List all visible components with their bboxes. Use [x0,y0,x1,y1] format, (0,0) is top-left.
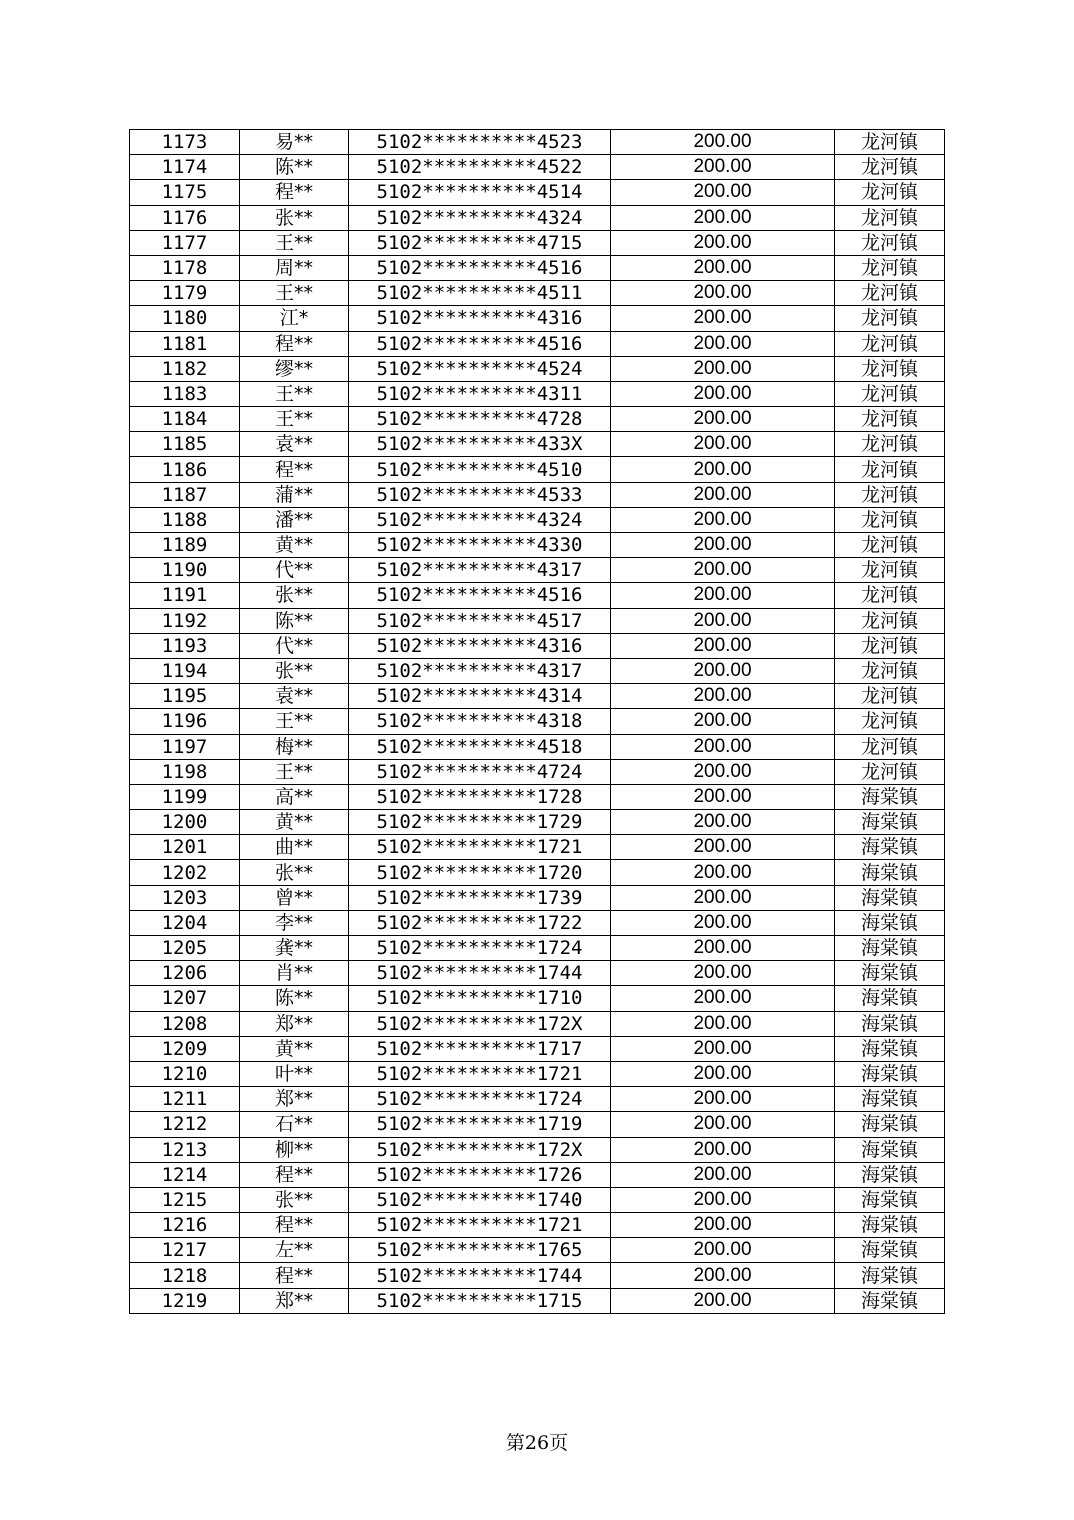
amount-cell: 200.00 [611,1263,835,1288]
town-cell: 龙河镇 [835,306,945,331]
name-cell: 程** [240,457,349,482]
town-cell: 龙河镇 [835,583,945,608]
table-row [130,684,945,709]
row-number-cell: 1215 [130,1187,240,1212]
row-number-cell: 1175 [130,180,240,205]
row-number-cell: 1181 [130,331,240,356]
id-number-cell: 5102**********4724 [349,759,611,784]
row-number-cell: 1174 [130,155,240,180]
name-cell: 王** [240,230,349,255]
amount-cell: 200.00 [611,1112,835,1137]
amount-cell: 200.00 [611,155,835,180]
name-cell: 李** [240,910,349,935]
name-cell: 江* [240,306,349,331]
town-cell: 龙河镇 [835,734,945,759]
table-row [130,1061,945,1086]
name-cell: 郑** [240,1288,349,1313]
amount-cell: 200.00 [611,936,835,961]
table-row [130,1011,945,1036]
row-number-cell: 1202 [130,860,240,885]
table-row [130,407,945,432]
name-cell: 程** [240,1263,349,1288]
name-cell: 高** [240,784,349,809]
table-row [130,558,945,583]
table-row [130,961,945,986]
id-number-cell: 5102**********1744 [349,961,611,986]
town-cell: 海棠镇 [835,1112,945,1137]
town-cell: 龙河镇 [835,608,945,633]
id-number-cell: 5102**********4316 [349,306,611,331]
town-cell: 海棠镇 [835,835,945,860]
table-row [130,306,945,331]
table-row [130,910,945,935]
amount-cell: 200.00 [611,1137,835,1162]
amount-cell: 200.00 [611,432,835,457]
town-cell: 海棠镇 [835,910,945,935]
amount-cell: 200.00 [611,684,835,709]
table-row [130,658,945,683]
name-cell: 代** [240,558,349,583]
id-number-cell: 5102**********1765 [349,1238,611,1263]
table-row [130,482,945,507]
name-cell: 程** [240,1213,349,1238]
amount-cell: 200.00 [611,381,835,406]
amount-cell: 200.00 [611,205,835,230]
table-row [130,1036,945,1061]
name-cell: 黄** [240,1036,349,1061]
row-number-cell: 1210 [130,1061,240,1086]
amount-cell: 200.00 [611,230,835,255]
name-cell: 王** [240,759,349,784]
id-number-cell: 5102**********4317 [349,558,611,583]
row-number-cell: 1177 [130,230,240,255]
name-cell: 潘** [240,507,349,532]
row-number-cell: 1217 [130,1238,240,1263]
amount-cell: 200.00 [611,734,835,759]
id-number-cell: 5102**********1744 [349,1263,611,1288]
name-cell: 张** [240,205,349,230]
id-number-cell: 5102**********172X [349,1137,611,1162]
town-cell: 海棠镇 [835,860,945,885]
amount-cell: 200.00 [611,1011,835,1036]
row-number-cell: 1203 [130,885,240,910]
amount-cell: 200.00 [611,180,835,205]
town-cell: 龙河镇 [835,482,945,507]
amount-cell: 200.00 [611,986,835,1011]
id-number-cell: 5102**********4522 [349,155,611,180]
town-cell: 海棠镇 [835,1263,945,1288]
town-cell: 龙河镇 [835,230,945,255]
town-cell: 龙河镇 [835,381,945,406]
amount-cell: 200.00 [611,1087,835,1112]
row-number-cell: 1201 [130,835,240,860]
row-number-cell: 1179 [130,281,240,306]
row-number-cell: 1176 [130,205,240,230]
town-cell: 龙河镇 [835,331,945,356]
id-number-cell: 5102**********4517 [349,608,611,633]
row-number-cell: 1194 [130,658,240,683]
row-number-cell: 1186 [130,457,240,482]
amount-cell: 200.00 [611,1213,835,1238]
name-cell: 张** [240,583,349,608]
id-number-cell: 5102**********4330 [349,533,611,558]
town-cell: 海棠镇 [835,1011,945,1036]
town-cell: 海棠镇 [835,1087,945,1112]
name-cell: 张** [240,1187,349,1212]
row-number-cell: 1196 [130,709,240,734]
table-row [130,255,945,280]
amount-cell: 200.00 [611,255,835,280]
town-cell: 龙河镇 [835,507,945,532]
amount-cell: 200.00 [611,558,835,583]
row-number-cell: 1211 [130,1087,240,1112]
amount-cell: 200.00 [611,961,835,986]
id-number-cell: 5102**********1729 [349,810,611,835]
row-number-cell: 1205 [130,936,240,961]
id-number-cell: 5102**********1739 [349,885,611,910]
amount-cell: 200.00 [611,608,835,633]
id-number-cell: 5102**********4533 [349,482,611,507]
town-cell: 龙河镇 [835,407,945,432]
id-number-cell: 5102**********4516 [349,583,611,608]
id-number-cell: 5102**********4518 [349,734,611,759]
name-cell: 王** [240,281,349,306]
id-number-cell: 5102**********1719 [349,1112,611,1137]
id-number-cell: 5102**********1740 [349,1187,611,1212]
town-cell: 龙河镇 [835,633,945,658]
table-row [130,1187,945,1212]
row-number-cell: 1195 [130,684,240,709]
row-number-cell: 1216 [130,1213,240,1238]
id-number-cell: 5102**********1724 [349,936,611,961]
id-number-cell: 5102**********4316 [349,633,611,658]
row-number-cell: 1209 [130,1036,240,1061]
amount-cell: 200.00 [611,633,835,658]
row-number-cell: 1192 [130,608,240,633]
table-row [130,1213,945,1238]
id-number-cell: 5102**********4511 [349,281,611,306]
name-cell: 左** [240,1238,349,1263]
row-number-cell: 1183 [130,381,240,406]
subsidy-table [129,129,945,1314]
table-row [130,784,945,809]
id-number-cell: 5102**********4523 [349,130,611,155]
row-number-cell: 1190 [130,558,240,583]
town-cell: 海棠镇 [835,986,945,1011]
table-row [130,533,945,558]
town-cell: 海棠镇 [835,936,945,961]
id-number-cell: 5102**********1721 [349,1061,611,1086]
table-row [130,1137,945,1162]
town-cell: 海棠镇 [835,784,945,809]
row-number-cell: 1180 [130,306,240,331]
amount-cell: 200.00 [611,1036,835,1061]
table-row [130,734,945,759]
table-row [130,356,945,381]
name-cell: 张** [240,658,349,683]
table-body [130,130,945,1314]
name-cell: 曾** [240,885,349,910]
id-number-cell: 5102**********4516 [349,331,611,356]
amount-cell: 200.00 [611,658,835,683]
id-number-cell: 5102**********1715 [349,1288,611,1313]
row-number-cell: 1218 [130,1263,240,1288]
town-cell: 龙河镇 [835,684,945,709]
town-cell: 海棠镇 [835,1187,945,1212]
name-cell: 王** [240,709,349,734]
town-cell: 龙河镇 [835,180,945,205]
row-number-cell: 1200 [130,810,240,835]
row-number-cell: 1197 [130,734,240,759]
amount-cell: 200.00 [611,331,835,356]
table-row [130,1087,945,1112]
id-number-cell: 5102**********4311 [349,381,611,406]
amount-cell: 200.00 [611,784,835,809]
town-cell: 海棠镇 [835,1137,945,1162]
id-number-cell: 5102**********4324 [349,205,611,230]
table-row [130,986,945,1011]
table-row [130,835,945,860]
name-cell: 叶** [240,1061,349,1086]
name-cell: 梅** [240,734,349,759]
name-cell: 黄** [240,810,349,835]
table-row [130,1238,945,1263]
town-cell: 龙河镇 [835,155,945,180]
row-number-cell: 1219 [130,1288,240,1313]
table-row [130,1263,945,1288]
amount-cell: 200.00 [611,1162,835,1187]
id-number-cell: 5102**********1728 [349,784,611,809]
table-row [130,1162,945,1187]
name-cell: 张** [240,860,349,885]
amount-cell: 200.00 [611,910,835,935]
town-cell: 海棠镇 [835,885,945,910]
table-row [130,633,945,658]
town-cell: 海棠镇 [835,1162,945,1187]
id-number-cell: 5102**********1721 [349,835,611,860]
row-number-cell: 1213 [130,1137,240,1162]
amount-cell: 200.00 [611,533,835,558]
amount-cell: 200.00 [611,759,835,784]
id-number-cell: 5102**********4715 [349,230,611,255]
name-cell: 程** [240,180,349,205]
row-number-cell: 1193 [130,633,240,658]
town-cell: 龙河镇 [835,281,945,306]
town-cell: 龙河镇 [835,533,945,558]
amount-cell: 200.00 [611,356,835,381]
town-cell: 海棠镇 [835,810,945,835]
row-number-cell: 1178 [130,255,240,280]
id-number-cell: 5102**********4314 [349,684,611,709]
table-row [130,331,945,356]
table-row [130,432,945,457]
amount-cell: 200.00 [611,482,835,507]
amount-cell: 200.00 [611,130,835,155]
name-cell: 袁** [240,684,349,709]
town-cell: 海棠镇 [835,1213,945,1238]
amount-cell: 200.00 [611,507,835,532]
name-cell: 黄** [240,533,349,558]
name-cell: 曲** [240,835,349,860]
amount-cell: 200.00 [611,457,835,482]
table-row [130,936,945,961]
amount-cell: 200.00 [611,885,835,910]
table-row [130,180,945,205]
amount-cell: 200.00 [611,281,835,306]
row-number-cell: 1185 [130,432,240,457]
table-row [130,1112,945,1137]
town-cell: 龙河镇 [835,709,945,734]
id-number-cell: 5102**********1724 [349,1087,611,1112]
id-number-cell: 5102**********1722 [349,910,611,935]
id-number-cell: 5102**********1721 [349,1213,611,1238]
name-cell: 陈** [240,155,349,180]
row-number-cell: 1198 [130,759,240,784]
name-cell: 袁** [240,432,349,457]
town-cell: 龙河镇 [835,205,945,230]
id-number-cell: 5102**********1717 [349,1036,611,1061]
name-cell: 石** [240,1112,349,1137]
table-row [130,205,945,230]
table-row [130,281,945,306]
row-number-cell: 1212 [130,1112,240,1137]
amount-cell: 200.00 [611,709,835,734]
row-number-cell: 1208 [130,1011,240,1036]
row-number-cell: 1189 [130,533,240,558]
amount-cell: 200.00 [611,835,835,860]
amount-cell: 200.00 [611,1187,835,1212]
table-row [130,709,945,734]
row-number-cell: 1199 [130,784,240,809]
town-cell: 龙河镇 [835,558,945,583]
name-cell: 陈** [240,986,349,1011]
row-number-cell: 1206 [130,961,240,986]
amount-cell: 200.00 [611,860,835,885]
town-cell: 龙河镇 [835,457,945,482]
amount-cell: 200.00 [611,407,835,432]
amount-cell: 200.00 [611,1288,835,1313]
amount-cell: 200.00 [611,306,835,331]
table-row [130,885,945,910]
town-cell: 海棠镇 [835,1036,945,1061]
row-number-cell: 1182 [130,356,240,381]
id-number-cell: 5102**********4524 [349,356,611,381]
town-cell: 龙河镇 [835,658,945,683]
name-cell: 易** [240,130,349,155]
id-number-cell: 5102**********4514 [349,180,611,205]
name-cell: 王** [240,381,349,406]
row-number-cell: 1184 [130,407,240,432]
row-number-cell: 1207 [130,986,240,1011]
name-cell: 蒲** [240,482,349,507]
name-cell: 周** [240,255,349,280]
table-row [130,860,945,885]
table-row [130,507,945,532]
page-number: 第26页 [505,1432,569,1454]
name-cell: 王** [240,407,349,432]
id-number-cell: 5102**********4317 [349,658,611,683]
name-cell: 郑** [240,1087,349,1112]
town-cell: 海棠镇 [835,961,945,986]
table-row [130,608,945,633]
id-number-cell: 5102**********4728 [349,407,611,432]
table-row [130,457,945,482]
row-number-cell: 1173 [130,130,240,155]
id-number-cell: 5102**********1726 [349,1162,611,1187]
name-cell: 缪** [240,356,349,381]
name-cell: 龚** [240,936,349,961]
id-number-cell: 5102**********172X [349,1011,611,1036]
id-number-cell: 5102**********1720 [349,860,611,885]
amount-cell: 200.00 [611,810,835,835]
table-row [130,759,945,784]
row-number-cell: 1188 [130,507,240,532]
id-number-cell: 5102**********1710 [349,986,611,1011]
name-cell: 陈** [240,608,349,633]
amount-cell: 200.00 [611,1061,835,1086]
id-number-cell: 5102**********4318 [349,709,611,734]
row-number-cell: 1214 [130,1162,240,1187]
table-row [130,810,945,835]
name-cell: 程** [240,331,349,356]
id-number-cell: 5102**********4516 [349,255,611,280]
town-cell: 海棠镇 [835,1061,945,1086]
id-number-cell: 5102**********433X [349,432,611,457]
id-number-cell: 5102**********4510 [349,457,611,482]
row-number-cell: 1191 [130,583,240,608]
town-cell: 龙河镇 [835,356,945,381]
table-row [130,230,945,255]
table-row [130,381,945,406]
row-number-cell: 1187 [130,482,240,507]
town-cell: 龙河镇 [835,432,945,457]
town-cell: 海棠镇 [835,1288,945,1313]
name-cell: 柳** [240,1137,349,1162]
town-cell: 龙河镇 [835,255,945,280]
town-cell: 海棠镇 [835,1238,945,1263]
table-row [130,155,945,180]
table-row [130,583,945,608]
name-cell: 程** [240,1162,349,1187]
row-number-cell: 1204 [130,910,240,935]
amount-cell: 200.00 [611,1238,835,1263]
table-row [130,130,945,155]
town-cell: 龙河镇 [835,759,945,784]
name-cell: 郑** [240,1011,349,1036]
name-cell: 肖** [240,961,349,986]
amount-cell: 200.00 [611,583,835,608]
table-row [130,1288,945,1313]
name-cell: 代** [240,633,349,658]
id-number-cell: 5102**********4324 [349,507,611,532]
town-cell: 龙河镇 [835,130,945,155]
